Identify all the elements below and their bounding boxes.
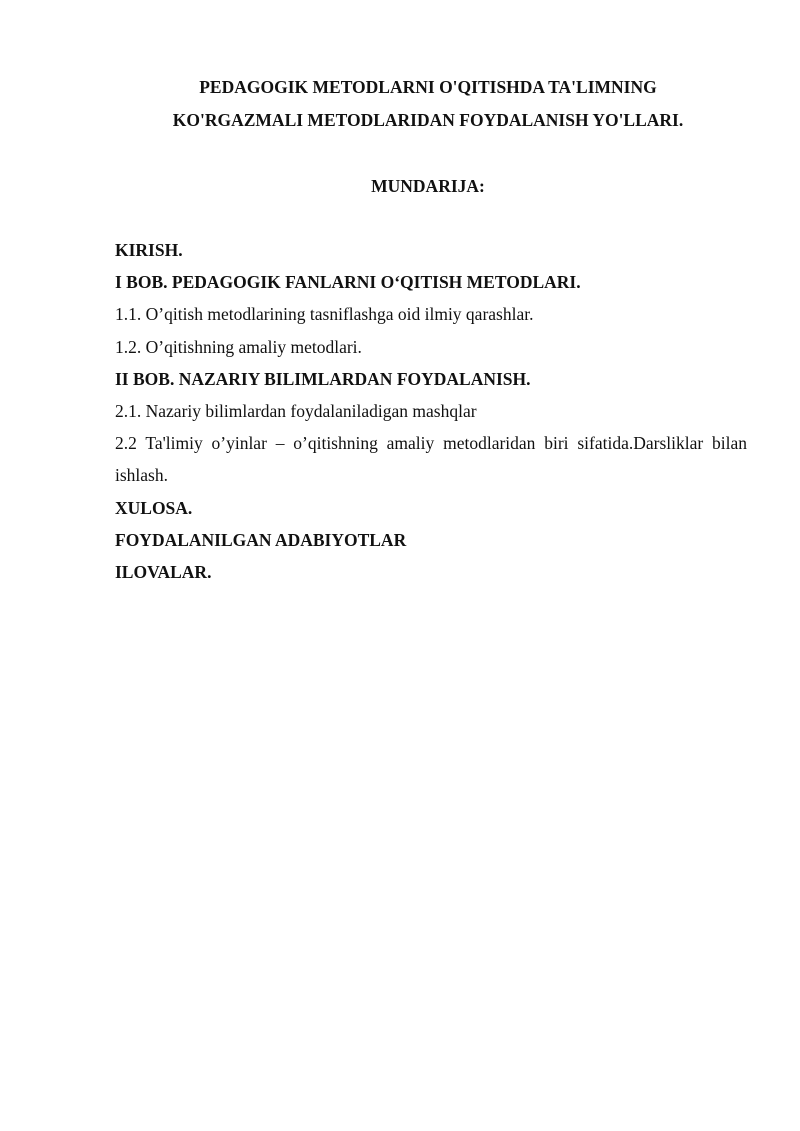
table-of-contents — [115, 234, 747, 588]
title-line-2: KO'RGAZMALI METODLARIDAN FOYDALANISH YO'LLARI. — [172, 110, 684, 130]
toc-item-section-2-1: 2.1. Nazariy bilimlardan foydalaniladigan mashqlar — [115, 401, 477, 422]
toc-item-chapter-2: II BOB. NAZARIY BILIMLARDAN FOYDALANISH. — [115, 368, 531, 389]
toc-item-conclusion: XULOSA. — [115, 497, 193, 518]
toc-item-section-2-2: 2.2 Ta'limiy o’yinlar – o’qitishning amaliy metodlaridan biri sifatida.Darsliklar bilan ishlash. — [115, 433, 747, 486]
title-line-1: PEDAGOGIK METODLARNI O'QITISHDA TA'LIMNING — [199, 77, 657, 97]
toc-item-references: FOYDALANILGAN ADABIYOTLAR — [115, 529, 407, 550]
toc-item-introduction: KIRISH. — [115, 240, 183, 260]
toc-item-section-1-1: 1.1. O’qitish metodlarining tasniflashga oid ilmiy qarashlar. — [115, 304, 534, 325]
contents-heading: MUNDARIJA: — [371, 176, 485, 196]
toc-item-chapter-1: I BOB. PEDAGOGIK FANLARNI O‘QITISH METODLARI. — [115, 272, 581, 293]
toc-item-section-1-2: 1.2. O’qitishning amaliy metodlari. — [115, 336, 362, 357]
document-title — [0, 71, 800, 137]
toc-item-appendices: ILOVALAR. — [115, 562, 212, 583]
